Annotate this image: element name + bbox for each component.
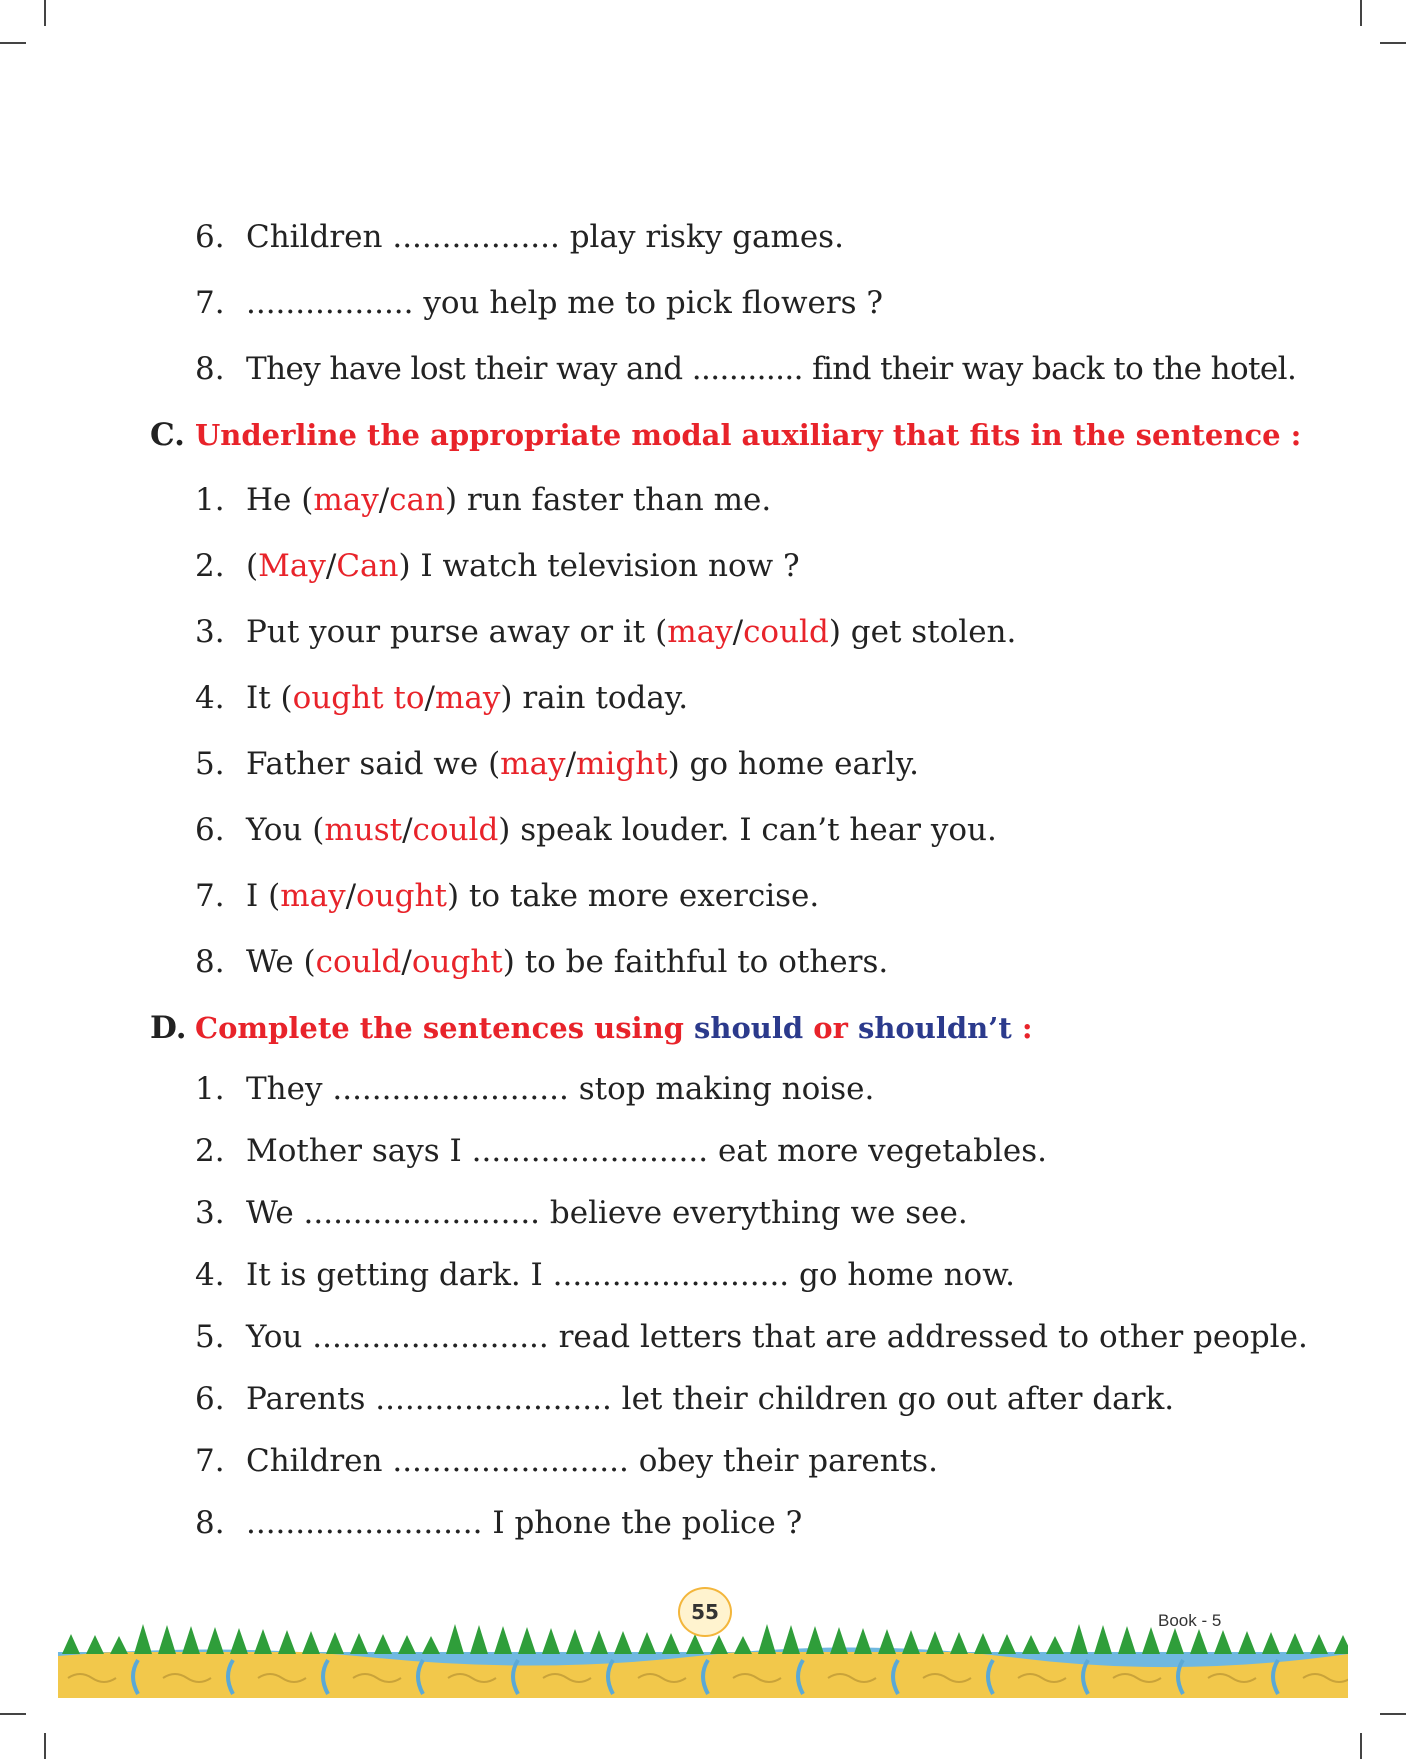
item-text <box>246 876 819 916</box>
tree-icon <box>206 1627 224 1654</box>
list-item <box>0 480 1406 520</box>
list-item <box>0 1193 1406 1233</box>
item-number: 5. <box>195 1319 225 1355</box>
tree-icon <box>110 1636 128 1654</box>
tree-icon <box>758 1624 776 1654</box>
tree-icon <box>398 1635 416 1654</box>
modal-option-b: ought <box>356 878 447 914</box>
tree-icon <box>422 1636 440 1654</box>
tree-icon <box>590 1630 608 1654</box>
tree-icon <box>326 1632 344 1654</box>
tree-icon <box>350 1633 368 1654</box>
list-item <box>0 810 1406 850</box>
sentence-start: Put your purse away or it ( <box>246 614 668 650</box>
tree-icon <box>1262 1632 1280 1654</box>
item-text: They have lost their way and ............ find their way back to the hotel. <box>246 351 1297 387</box>
option-separator: / <box>565 746 577 782</box>
item-text: They ........................ stop making noise. <box>246 1071 875 1107</box>
item-number: 8. <box>195 1505 225 1541</box>
tree-icon <box>950 1632 968 1654</box>
page-number: 55 <box>678 1587 732 1637</box>
item-text: Children ........................ obey their parents. <box>246 1443 938 1479</box>
crop-mark <box>1380 42 1406 44</box>
modal-option-a: may <box>280 878 346 914</box>
section-letter: C. <box>150 417 185 453</box>
item-text <box>246 546 800 586</box>
sentence-end: ) speak louder. I can’t hear you. <box>498 812 997 848</box>
tree-icon <box>878 1629 896 1654</box>
list-item <box>0 283 1406 323</box>
crop-mark <box>0 42 26 44</box>
option-separator: / <box>378 482 390 518</box>
tree-icon <box>374 1634 392 1654</box>
list-item <box>0 1379 1406 1419</box>
list-item <box>0 876 1406 916</box>
item-number: 4. <box>195 1257 225 1293</box>
section-c-heading <box>0 415 1406 455</box>
modal-option-a: may <box>500 746 566 782</box>
item-text: ................. you help me to pick flowers ? <box>246 285 884 321</box>
item-text: It is getting dark. I ........................ go home now. <box>246 1257 1015 1293</box>
sentence-end: ) to take more exercise. <box>446 878 820 914</box>
option-separator: / <box>402 812 413 848</box>
list-item <box>0 942 1406 982</box>
tree-icon <box>1094 1625 1112 1654</box>
item-text: We ........................ believe everything we see. <box>246 1195 968 1231</box>
item-text: Parents ........................ let their children go out after dark. <box>246 1381 1175 1417</box>
tree-icon <box>614 1631 632 1654</box>
modal-option-a: must <box>324 812 403 848</box>
list-item <box>0 217 1406 257</box>
sentence-start: We ( <box>246 944 316 980</box>
modal-option-b: could <box>412 812 499 848</box>
modal-option-b: could <box>743 614 829 650</box>
heading-text: or <box>803 1011 859 1045</box>
list-item <box>0 744 1406 784</box>
item-number: 1. <box>195 482 225 518</box>
modal-option-a: may <box>667 614 733 650</box>
tree-icon <box>302 1631 320 1654</box>
tree-icon <box>686 1634 704 1654</box>
sentence-start: You ( <box>246 812 325 848</box>
tree-icon <box>230 1628 248 1654</box>
item-number: 8. <box>195 351 225 387</box>
crop-mark <box>1360 0 1362 26</box>
list-item <box>0 349 1406 389</box>
tree-icon <box>86 1635 104 1654</box>
tree-icon <box>1334 1635 1348 1654</box>
list-item <box>0 1503 1406 1543</box>
tree-icon <box>278 1630 296 1654</box>
tree-icon <box>1286 1633 1304 1654</box>
item-text: ........................ I phone the police ? <box>246 1505 803 1541</box>
sentence-start: I ( <box>246 878 281 914</box>
list-item <box>0 1069 1406 1109</box>
keyword-shouldnt: shouldn’t <box>858 1011 1012 1045</box>
list-item <box>0 1255 1406 1295</box>
modal-option-a: ought to <box>292 680 425 716</box>
modal-option-b: Can <box>336 548 399 584</box>
item-text: Children ................. play risky games. <box>246 219 844 255</box>
tree-icon <box>182 1626 200 1654</box>
section-heading: Underline the appropriate modal auxiliary that fits in the sentence : <box>195 418 1302 452</box>
option-separator: / <box>732 614 744 650</box>
item-text <box>246 744 919 784</box>
list-item <box>0 1441 1406 1481</box>
section-heading <box>195 1008 1033 1048</box>
tree-icon <box>638 1632 656 1654</box>
sentence-end: ) rain today. <box>500 680 689 716</box>
list-item <box>0 546 1406 586</box>
tree-icon <box>1022 1635 1040 1654</box>
crop-mark <box>1360 1733 1362 1759</box>
section-d-heading <box>0 1008 1406 1048</box>
item-number: 3. <box>195 614 225 650</box>
modal-option-b: might <box>576 746 668 782</box>
sentence-start: ( <box>246 548 259 584</box>
tree-icon <box>734 1636 752 1654</box>
item-number: 6. <box>195 1381 225 1417</box>
tree-icon <box>62 1634 80 1654</box>
tree-icon <box>134 1624 152 1654</box>
tree-icon <box>446 1624 464 1654</box>
item-text <box>246 942 888 982</box>
item-text <box>246 612 1016 652</box>
tree-icon <box>854 1628 872 1654</box>
sentence-end: ) to be faithful to others. <box>502 944 889 980</box>
modal-option-a: May <box>258 548 326 584</box>
list-item <box>0 1317 1406 1357</box>
tree-icon <box>1118 1626 1136 1654</box>
item-text <box>246 678 688 718</box>
tree-icon <box>1238 1631 1256 1654</box>
item-number: 2. <box>195 548 225 584</box>
sentence-start: He ( <box>246 482 314 518</box>
item-text <box>246 810 997 850</box>
option-separator: / <box>424 680 435 716</box>
tree-icon <box>998 1634 1016 1654</box>
tree-icon <box>1214 1630 1232 1654</box>
option-separator: / <box>325 548 337 584</box>
item-number: 3. <box>195 1195 225 1231</box>
crop-mark <box>0 1713 26 1715</box>
list-item <box>0 612 1406 652</box>
crop-mark <box>44 0 46 26</box>
sentence-start: Father said we ( <box>246 746 501 782</box>
item-number: 8. <box>195 944 225 980</box>
modal-option-a: may <box>313 482 379 518</box>
tree-icon <box>1310 1634 1328 1654</box>
list-item <box>0 678 1406 718</box>
modal-option-b: can <box>389 482 445 518</box>
tree-icon <box>566 1629 584 1654</box>
tree-icon <box>542 1628 560 1654</box>
item-number: 1. <box>195 1071 225 1107</box>
item-number: 6. <box>195 812 225 848</box>
item-number: 5. <box>195 746 225 782</box>
item-text: Mother says I ........................ eat more vegetables. <box>246 1133 1048 1169</box>
crop-mark <box>1380 1713 1406 1715</box>
crop-mark <box>44 1733 46 1759</box>
heading-text: Complete the sentences using <box>195 1011 695 1045</box>
tree-icon <box>1142 1627 1160 1654</box>
tree-icon <box>662 1633 680 1654</box>
tree-icon <box>1070 1624 1088 1654</box>
book-label: Book - 5 <box>1158 1611 1222 1630</box>
heading-text: : <box>1011 1011 1033 1045</box>
tree-icon <box>926 1631 944 1654</box>
option-separator: / <box>345 878 357 914</box>
tree-icon <box>806 1626 824 1654</box>
item-number: 2. <box>195 1133 225 1169</box>
item-number: 7. <box>195 878 225 914</box>
sentence-end: ) run faster than me. <box>444 482 772 518</box>
sentence-start: It ( <box>246 680 293 716</box>
tree-icon <box>782 1625 800 1654</box>
tree-icon <box>494 1626 512 1654</box>
list-item <box>0 1131 1406 1171</box>
section-letter: D. <box>150 1010 187 1046</box>
tree-icon <box>1166 1628 1184 1654</box>
tree-icon <box>518 1627 536 1654</box>
tree-icon <box>470 1625 488 1654</box>
modal-option-b: may <box>434 680 501 716</box>
sentence-end: ) go home early. <box>667 746 919 782</box>
item-number: 6. <box>195 219 225 255</box>
tree-icon <box>1046 1636 1064 1654</box>
sentence-end: ) I watch television now ? <box>398 548 800 584</box>
item-text <box>246 480 771 520</box>
tree-icon <box>1190 1629 1208 1654</box>
item-number: 7. <box>195 1443 225 1479</box>
tree-icon <box>710 1635 728 1654</box>
item-text: You ........................ read letters that are addressed to other people. <box>246 1319 1308 1355</box>
tree-icon <box>974 1633 992 1654</box>
tree-icon <box>254 1629 272 1654</box>
tree-icon <box>158 1625 176 1654</box>
sentence-end: ) get stolen. <box>828 614 1017 650</box>
modal-option-a: could <box>315 944 402 980</box>
modal-option-b: ought <box>411 944 503 980</box>
option-separator: / <box>401 944 412 980</box>
item-number: 4. <box>195 680 225 716</box>
keyword-should: should <box>694 1011 804 1045</box>
tree-icon <box>902 1630 920 1654</box>
tree-icon <box>830 1627 848 1654</box>
item-number: 7. <box>195 285 225 321</box>
